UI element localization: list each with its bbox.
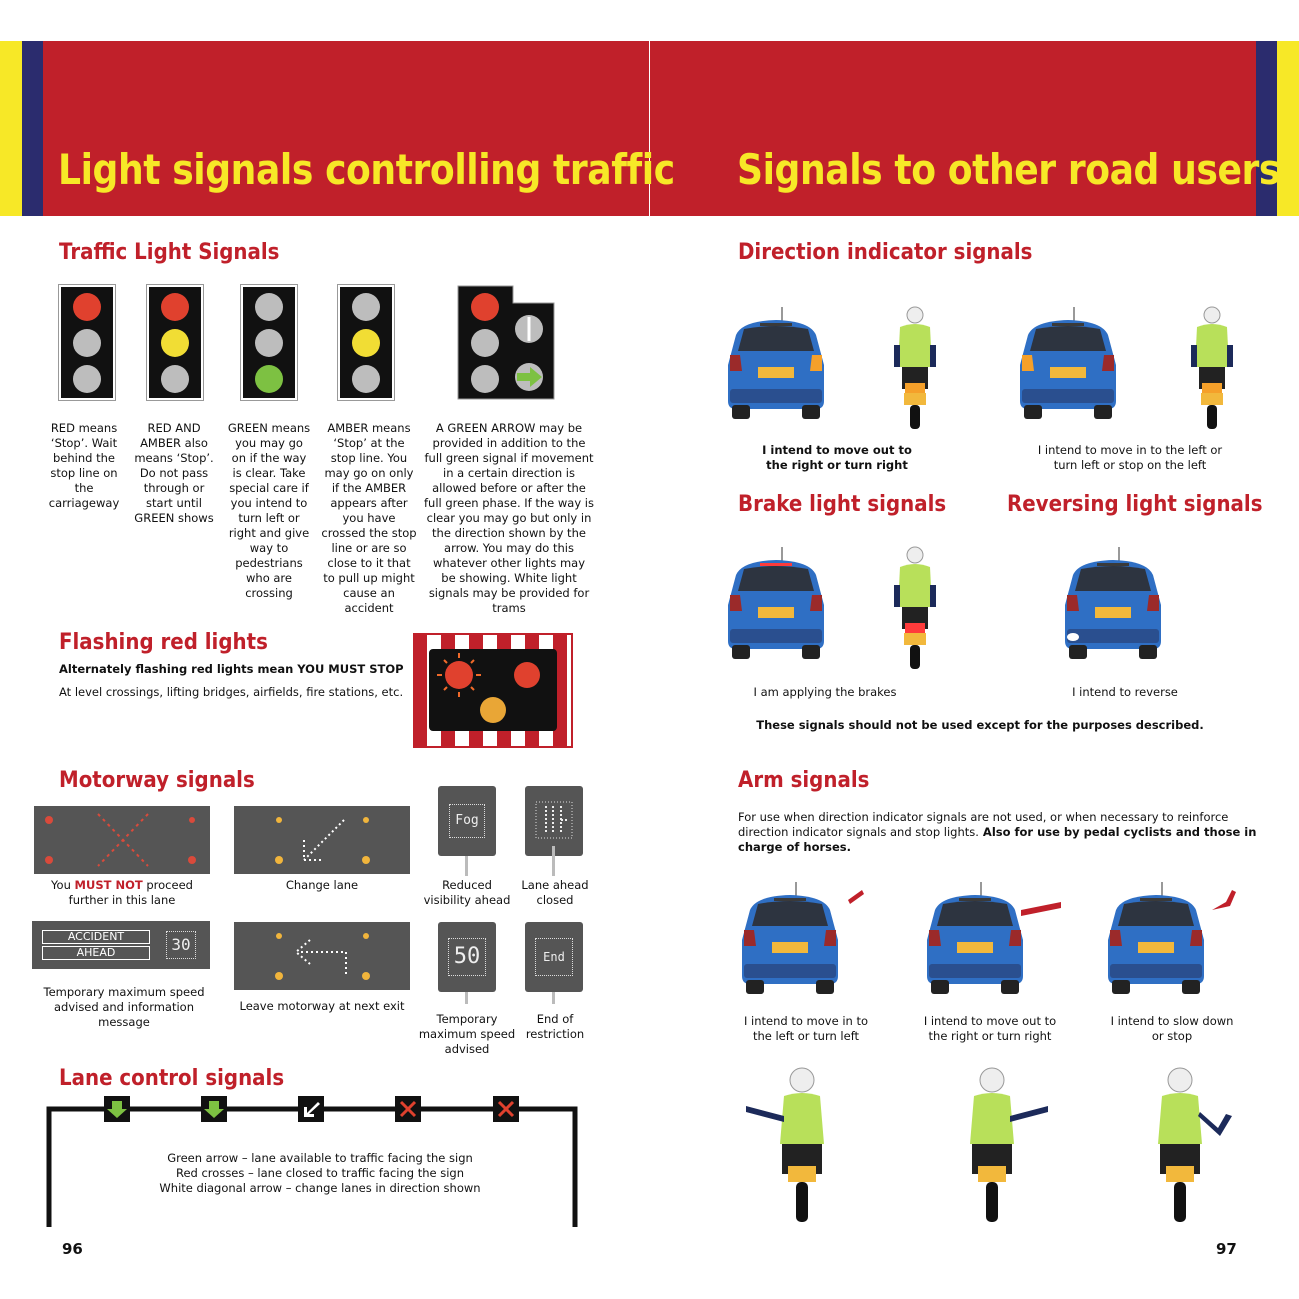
- flashing-red-line2: At level crossings, lifting bridges, airfields, fire stations, etc.: [59, 685, 404, 699]
- amber-lamp: [352, 329, 380, 357]
- arm-intro-bold: Also for use by pedal cyclists and those in charge of horses.: [738, 825, 1257, 854]
- off-lamp: [352, 293, 380, 321]
- reversing-light-heading: Reversing light signals: [1007, 492, 1263, 517]
- motorway-signals-heading: Motorway signals: [59, 768, 255, 793]
- diagonal-arrow-icon: [234, 806, 410, 874]
- signals-note: These signals should not be used except for the purposes described.: [756, 718, 1204, 732]
- bike-indicating-left: [1187, 305, 1237, 434]
- indicator-right-caption: I intend to move out to the right or turn right: [762, 443, 912, 472]
- motorcycle-rear-icon: [890, 305, 940, 430]
- speed-50-sign: [438, 922, 496, 1004]
- traffic-light-red-amber: [147, 285, 203, 400]
- right-page-title: Signals to other road users: [737, 145, 1280, 194]
- must-not-prefix: You: [51, 878, 75, 892]
- off-lamp: [73, 365, 101, 393]
- speed-50-text: 50: [448, 938, 486, 976]
- car-rear-icon: [730, 880, 880, 1000]
- flashing-red-lights-sign: [413, 633, 573, 748]
- flashing-red-line1: Alternately flashing red lights mean YOU MUST STOP: [59, 662, 404, 676]
- arm-intro-text: For use when direction indicator signals are not used, or when necessary to reinforce direction indicator signals and stop lights.: [738, 810, 1229, 839]
- lane-control-line1: Green arrow – lane available to traffic facing the sign: [167, 1151, 473, 1165]
- red-light-caption: RED means ‘Stop’. Wait behind the stop line on the carriageway: [48, 421, 120, 510]
- arm-signal-rider-icon: [932, 1066, 1052, 1226]
- fog-sign-panel: [438, 786, 496, 856]
- off-lamp: [161, 365, 189, 393]
- sign-post: [552, 846, 555, 876]
- must-not-proceed-caption: [34, 878, 210, 908]
- arm-signal-rider-icon: [742, 1066, 862, 1226]
- lane-control-line2: Red crosses – lane closed to traffic facing the sign: [175, 1166, 465, 1180]
- green-arrow-traffic-light-icon: [457, 285, 555, 400]
- car-indicating-left: [1008, 305, 1158, 429]
- speed-30-text: 30: [166, 931, 196, 959]
- traffic-light-green: [241, 285, 297, 400]
- car-rear-icon: [1008, 305, 1158, 425]
- off-lamp: [73, 329, 101, 357]
- arm-signal-rider-icon: [1120, 1066, 1240, 1226]
- must-not-emphasis: MUST NOT: [74, 878, 143, 892]
- flashing-red-lights-heading: Flashing red lights: [59, 630, 268, 655]
- green-light-caption: GREEN means you may go on if the way is clear. Take special care if you intend to turn left or right and give way to pedestrians who are crossing: [227, 421, 311, 600]
- end-sign: [525, 922, 583, 1004]
- car-arm-right: [915, 880, 1065, 1004]
- arm-right-caption: I intend to move out to the right or turn right: [923, 1014, 1057, 1043]
- indicator-left-caption: I intend to move in to the left or turn left or stop on the left: [1037, 443, 1223, 472]
- exit-arrow-icon: [234, 922, 410, 990]
- left-page-number: 96: [62, 1240, 83, 1258]
- change-lane-caption: Change lane: [285, 878, 359, 892]
- car-arm-left: [730, 880, 880, 1004]
- arm-signals-heading: Arm signals: [738, 768, 870, 793]
- traffic-light-red: [59, 285, 115, 400]
- car-indicating-right: [716, 305, 866, 429]
- car-rear-icon: [1053, 545, 1203, 665]
- brake-light-heading: Brake light signals: [738, 492, 947, 517]
- off-lamp: [352, 365, 380, 393]
- car-rear-icon: [716, 545, 866, 665]
- left-page-title: Light signals controlling traffic: [58, 145, 675, 194]
- green-arrow-caption: A GREEN ARROW may be provided in addition to the full green signal if movement in a certain direction is allowed before or after the full green phase. If the way is clear you may go but only in the direction shown by the arrow. You may do this whatever other lights may be showing. White light signals may be provided for trams: [424, 421, 594, 615]
- bike-indicating-right: [890, 305, 940, 434]
- red-cross-lane-closed-icon: [34, 806, 210, 874]
- green-lamp: [255, 365, 283, 393]
- accident-ahead-sign: [32, 921, 210, 969]
- off-lamp: [255, 329, 283, 357]
- temp-max-caption: Temporary maximum speed advised: [418, 1012, 516, 1056]
- accident-text: ACCIDENT: [42, 930, 150, 944]
- motorcycle-rear-icon: [1187, 305, 1237, 430]
- lane-ahead-closed-caption: Lane ahead closed: [521, 878, 589, 907]
- brake-caption: I am applying the brakes: [753, 685, 897, 699]
- car-rear-icon: [915, 880, 1065, 1000]
- end-sign-panel: [525, 922, 583, 992]
- bike-braking: [890, 545, 940, 674]
- level-crossing-lights-icon: [413, 633, 573, 748]
- left-edge-yellow-stripe: [0, 41, 22, 216]
- traffic-light-signals-heading: Traffic Light Signals: [59, 240, 280, 265]
- change-lane-sign: [234, 806, 410, 874]
- lane-closed-sign: [525, 786, 583, 876]
- direction-indicator-heading: Direction indicator signals: [738, 240, 1033, 265]
- right-edge-yellow-stripe: [1277, 41, 1299, 216]
- arm-signals-intro: [738, 810, 1258, 855]
- end-text: End: [535, 938, 573, 976]
- speed-50-panel: [438, 922, 496, 992]
- left-edge-navy-stripe: [22, 41, 43, 216]
- leave-motorway-caption: Leave motorway at next exit: [239, 999, 405, 1013]
- amber-lamp: [161, 329, 189, 357]
- temp-max-info-caption: Temporary maximum speed advised and information message: [43, 985, 205, 1029]
- reverse-caption: I intend to reverse: [1072, 685, 1178, 699]
- arm-slow-caption: I intend to slow down or stop: [1110, 1014, 1234, 1043]
- lane-control-heading: Lane control signals: [59, 1066, 285, 1091]
- must-not-suffix: proceed further in this lane: [68, 878, 193, 907]
- rider-arm-slow: [1120, 1066, 1240, 1230]
- rider-arm-right: [932, 1066, 1052, 1230]
- car-reversing: [1053, 545, 1203, 669]
- amber-light-caption: AMBER means ‘Stop’ at the stop line. You may go on only if the AMBER appears after you have crossed the stop line or are so close to it that to pull up might cause an accident: [321, 421, 417, 615]
- red-amber-caption: RED AND AMBER also means ‘Stop’. Do not pass through or start until GREEN shows: [134, 421, 214, 525]
- rider-arm-left: [742, 1066, 862, 1230]
- red-lamp: [73, 293, 101, 321]
- traffic-light-green-arrow: [457, 285, 555, 400]
- fog-sign: [438, 786, 496, 876]
- motorcycle-rear-icon: [890, 545, 940, 670]
- red-lamp: [161, 293, 189, 321]
- car-braking: [716, 545, 866, 669]
- ahead-text: AHEAD: [42, 946, 150, 960]
- end-restriction-caption: End of restriction: [525, 1012, 585, 1041]
- car-rear-icon: [716, 305, 866, 425]
- leave-motorway-sign: [234, 922, 410, 990]
- traffic-light-amber: [338, 285, 394, 400]
- fog-text: Fog: [449, 804, 485, 838]
- car-rear-icon: [1096, 880, 1246, 1000]
- reduced-visibility-caption: Reduced visibility ahead: [423, 878, 511, 907]
- car-arm-slow: [1096, 880, 1246, 1004]
- off-lamp: [255, 293, 283, 321]
- arm-left-caption: I intend to move in to the left or turn left: [743, 1014, 869, 1043]
- lane-control-line3: White diagonal arrow – change lanes in direction shown: [159, 1181, 481, 1195]
- right-page-number: 97: [1216, 1240, 1237, 1258]
- must-not-proceed-sign: [34, 806, 210, 874]
